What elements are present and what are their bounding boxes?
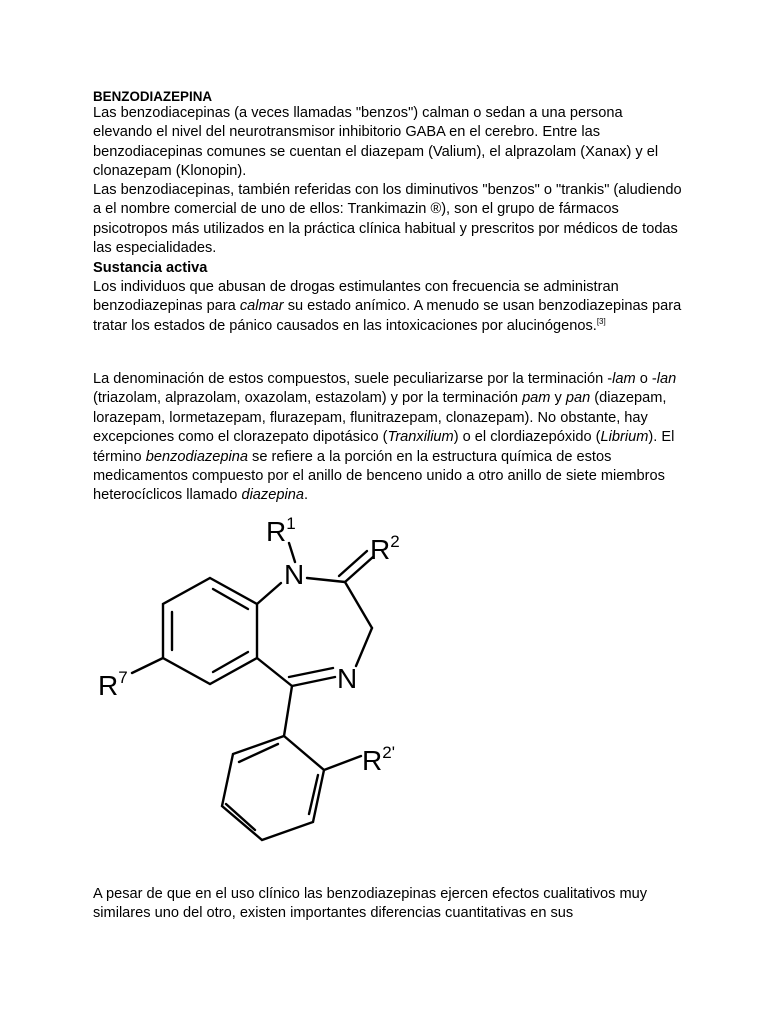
label-r2-prime: $R^{2'}$ [362, 743, 395, 776]
label-n4: N [337, 663, 358, 694]
bond-c-r7 [132, 658, 163, 673]
document-title: BENZODIAZEPINA [93, 89, 213, 104]
bond-c5-c [257, 658, 292, 686]
closing-paragraph: A pesar de que en el uso clínico las benzodiazepinas ejercen efectos cualitativos muy similares uno del otro, existen importantes diferencias cuantitativas en sus [93, 886, 648, 922]
benzos-paragraph: Las benzodiacepinas, también referidas con los diminutivos "benzos" o "trankis" (aludiendo a el nombre comercial de uno de ellos: Trankimazin ®), son el grupo de fármacos psicotropos más utilizados en la práctica clínica habitual y prescritos por médicos de todas las especialidades. [93, 182, 682, 257]
sustancia-activa-paragraph: Los individuos que abusan de drogas estimulantes con frecuencia se administran benzodiazepinas para calmar su estado anímico. A menudo se usan benzodiazepinas para tratar los estados de pánico causados en las intoxicaciones por alucinógenos.[3] [93, 279, 682, 334]
label-n1: N [284, 559, 305, 590]
intro-paragraph: Las benzodiacepinas (a veces llamadas "benzos") calman o sedan a una persona elevando el nivel del neurotransmisor inhibitorio GABA en el cerebro. Entre las benzodiacepinas comunes se cuentan el diazepam (Valium), el alprazolam (Xanax) y el clonazepam (Klonopin). [93, 105, 659, 180]
bond-c3-n4 [356, 628, 372, 666]
bond-c5-phenyl [284, 686, 292, 736]
benzene-ring-bottom [222, 736, 324, 840]
label-r2: $R^2$ [370, 532, 400, 565]
reference-link[interactable]: [3] [596, 316, 606, 326]
bond-c2-c3 [345, 582, 372, 628]
label-r7: $R^7$ [98, 668, 128, 701]
structure-labels [98, 514, 400, 776]
bond-c2-r2 [345, 557, 373, 582]
bond-n1-c2 [307, 578, 345, 582]
bond-phenyl-r2p [324, 756, 361, 770]
section-heading-sustancia-activa: Sustancia activa [93, 260, 208, 276]
bond-n4-c5 [292, 677, 335, 686]
denominacion-paragraph: La denominación de estos compuestos, suele peculiarizarse por la terminación -lam o -lan (triazolam, alprazolam, oxazolam, estazolam) y por la terminación pam y pan (diazepam, lorazepam, lormetazepam, flurazepam, flunitrazepam, clonazepam). No obstante, hay excepciones como el clorazepato dipotásico (Tranxilium) o el clordiazepóxido (Librium). El término benzodiazepina se refiere a la porción en la estructura química de estos medicamentos compuesto por el anillo de benceno unido a otro anillo de siete miembros heterocíclicos llamado diazepina. [93, 371, 677, 504]
label-r1: $R^1$ [266, 514, 296, 547]
bond-c-n1 [257, 583, 281, 604]
benzene-ring-left [163, 578, 257, 684]
